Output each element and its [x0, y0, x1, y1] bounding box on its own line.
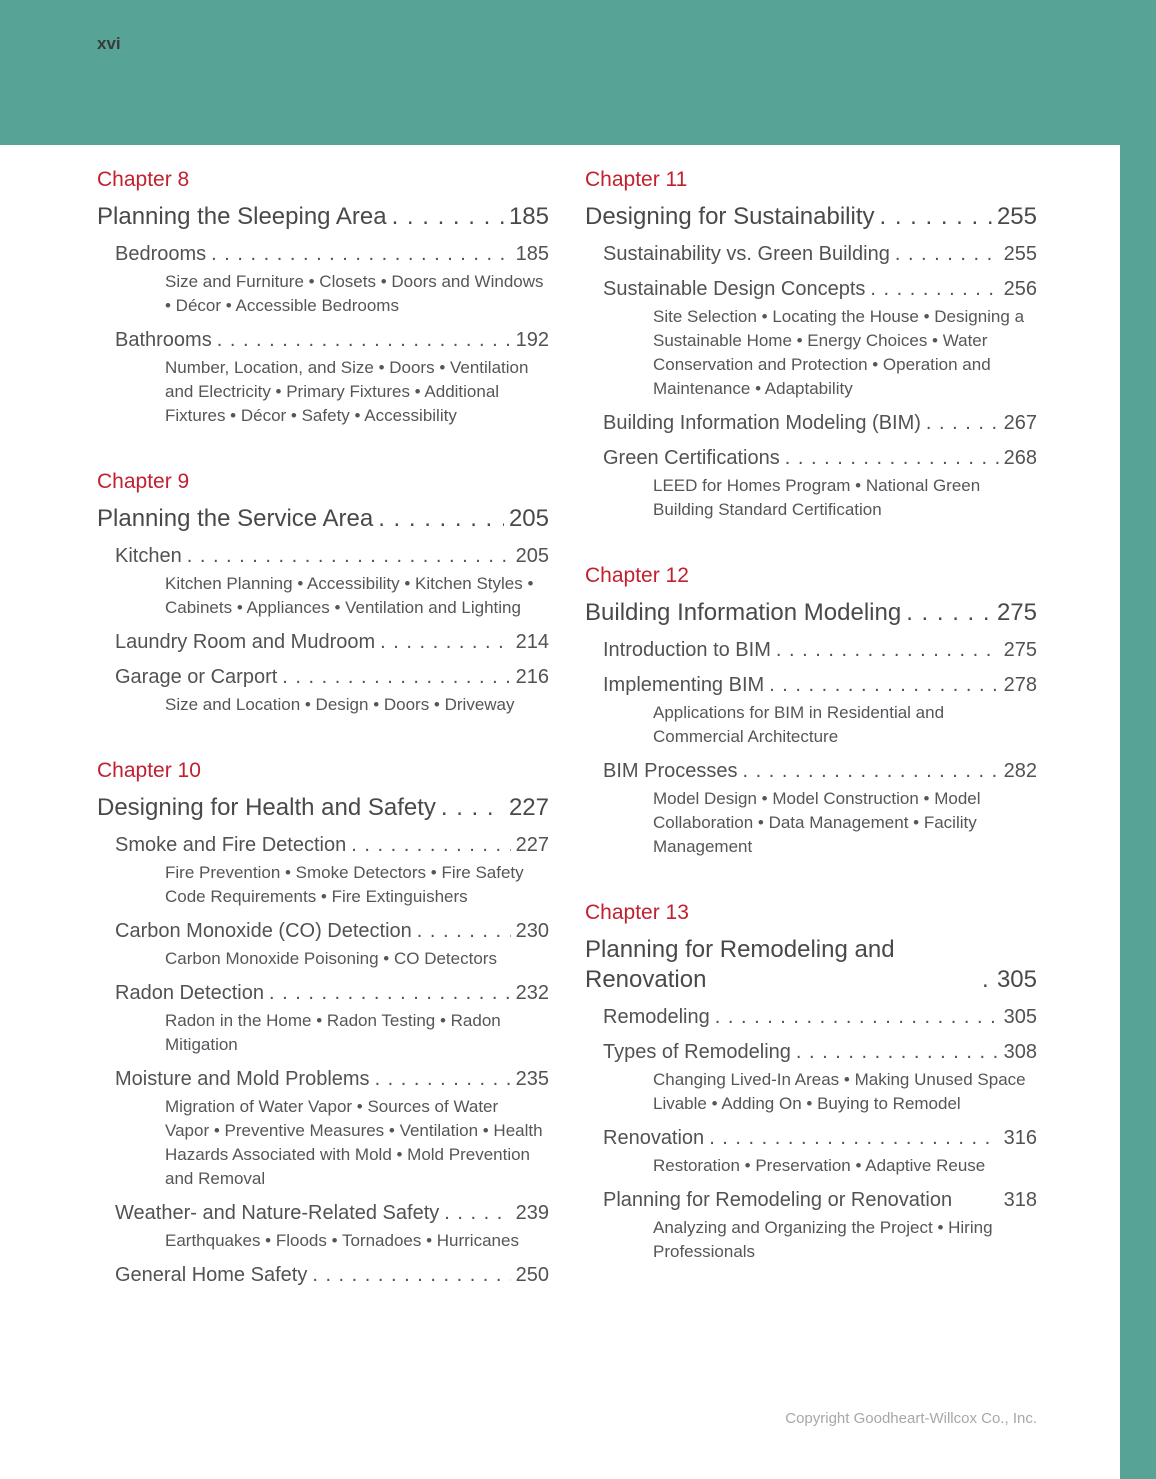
dot-leader: [769, 673, 998, 698]
dot-leader: [715, 1005, 999, 1030]
toc-entry: [585, 1040, 1037, 1065]
dot-leader: [906, 598, 992, 628]
dot-leader: [312, 1263, 510, 1288]
dot-leader: [392, 202, 504, 232]
dot-leader: [444, 1201, 510, 1226]
toc-column-left: [97, 168, 549, 1330]
dot-leader: [796, 1040, 999, 1065]
toc-entry: [97, 544, 549, 569]
toc-entry: [97, 1067, 549, 1092]
entry-page-number: 232: [515, 982, 549, 1004]
chapter-page-number: 185: [508, 203, 549, 230]
entry-title: Moisture and Mold Problems: [115, 1068, 370, 1090]
toc-entry: [585, 1188, 1037, 1213]
table-of-contents: [97, 168, 1037, 1330]
toc-entry: [97, 981, 549, 1006]
entry-title: Introduction to BIM: [603, 639, 771, 661]
toc-entry: [97, 919, 549, 944]
entry-page-number: 239: [515, 1202, 549, 1224]
chapter-page-number: 205: [508, 505, 549, 532]
footer-copyright: Copyright Goodheart-Willcox Co., Inc.: [785, 1410, 1037, 1427]
chapter-label: Chapter 9: [97, 470, 190, 493]
entry-subtopics: Earthquakes • Floods • Tornadoes • Hurricanes: [165, 1231, 519, 1250]
dot-leader: [742, 759, 998, 784]
entry-title: Types of Remodeling: [603, 1041, 791, 1063]
entry-subtopics: Model Design • Model Construction • Model Collaboration • Data Management • Facility Management: [653, 789, 981, 856]
chapter-title-row: [585, 202, 1037, 232]
entry-title: Carbon Monoxide (CO) Detection: [115, 920, 412, 942]
chapter-title: Planning for Remodeling and Renovation: [585, 936, 895, 993]
entry-title: Sustainable Design Concepts: [603, 278, 866, 300]
entry-page-number: 250: [515, 1264, 549, 1286]
chapter-block: [585, 564, 1037, 859]
chapter-title: Designing for Health and Safety: [97, 794, 436, 821]
chapter-title: Building Information Modeling: [585, 599, 902, 626]
entry-page-number: 268: [1003, 447, 1037, 469]
entry-page-number: 305: [1003, 1006, 1037, 1028]
dot-leader: [870, 277, 998, 302]
dot-leader: [380, 630, 510, 655]
entry-page-number: 256: [1003, 278, 1037, 300]
dot-leader: [982, 965, 992, 995]
entry-subtopics: Size and Furniture • Closets • Doors and Windows • Décor • Accessible Bedrooms: [165, 272, 544, 315]
toc-entry: [97, 242, 549, 267]
dot-leader: [417, 919, 511, 944]
entry-title: Sustainability vs. Green Building: [603, 243, 890, 265]
chapter-block: [585, 168, 1037, 522]
entry-page-number: 316: [1003, 1127, 1037, 1149]
entry-page-number: 235: [515, 1068, 549, 1090]
entry-subtopics: Fire Prevention • Smoke Detectors • Fire Safety Code Requirements • Fire Extinguishers: [165, 863, 524, 906]
entry-title: Planning for Remodeling or Renovation: [603, 1189, 953, 1211]
dot-leader: [375, 1067, 511, 1092]
chapter-page-number: 275: [996, 599, 1037, 626]
chapter-block: [97, 759, 549, 1288]
chapter-title-row: [97, 202, 549, 232]
entry-page-number: 192: [515, 329, 549, 351]
toc-entry: [97, 1201, 549, 1226]
entry-subtopics: Size and Location • Design • Doors • Driveway: [165, 695, 515, 714]
entry-page-number: 185: [515, 243, 549, 265]
entry-title: Laundry Room and Mudroom: [115, 631, 376, 653]
entry-title: Weather- and Nature-Related Safety: [115, 1202, 440, 1224]
entry-subtopics: Radon in the Home • Radon Testing • Radon Mitigation: [165, 1011, 501, 1054]
entry-page-number: 230: [515, 920, 549, 942]
chapter-page-number: 305: [996, 966, 1037, 993]
chapter-label: Chapter 10: [97, 759, 201, 782]
entry-subtopics: Restoration • Preservation • Adaptive Reuse: [653, 1156, 986, 1175]
chapter-label: Chapter 8: [97, 168, 190, 191]
toc-entry: [585, 446, 1037, 471]
chapter-label: Chapter 12: [585, 564, 689, 587]
entry-page-number: 255: [1003, 243, 1037, 265]
entry-page-number: 214: [515, 631, 549, 653]
chapter-title: Designing for Sustainability: [585, 203, 875, 230]
entry-subtopics: Site Selection • Locating the House • Designing a Sustainable Home • Energy Choices • Water Conservation and Protection • Operation and Maintenance • Adaptability: [653, 307, 1025, 398]
entry-subtopics: Number, Location, and Size • Doors • Ventilation and Electricity • Primary Fixtures • Additional Fixtures • Décor • Safety • Accessibility: [165, 358, 529, 425]
toc-entry: [585, 1126, 1037, 1151]
dot-leader: [709, 1126, 998, 1151]
entry-title: Implementing BIM: [603, 674, 765, 696]
dot-leader: [785, 446, 999, 471]
entry-subtopics: Kitchen Planning • Accessibility • Kitchen Styles • Cabinets • Appliances • Ventilation and Lighting: [165, 574, 534, 617]
toc-entry: [97, 833, 549, 858]
chapter-title-row: [97, 504, 549, 534]
entry-page-number: 205: [515, 545, 549, 567]
chapter-label: Chapter 11: [585, 168, 688, 191]
dot-leader: [269, 981, 511, 1006]
entry-page-number: 318: [1003, 1189, 1037, 1211]
toc-entry: [97, 328, 549, 353]
entry-title: General Home Safety: [115, 1264, 308, 1286]
entry-page-number: 267: [1003, 412, 1037, 434]
entry-title: BIM Processes: [603, 760, 738, 782]
header-band: [0, 0, 1156, 145]
entry-title: Renovation: [603, 1127, 705, 1149]
entry-subtopics: Migration of Water Vapor • Sources of Water Vapor • Preventive Measures • Ventilation • Health Hazards Associated with Mold • Mold Prevention and Removal: [165, 1097, 543, 1188]
chapter-title: Planning the Service Area: [97, 505, 374, 532]
chapter-title-row: [585, 935, 1037, 995]
entry-page-number: 278: [1003, 674, 1037, 696]
chapter-block: [97, 168, 549, 428]
toc-entry: [97, 1263, 549, 1288]
chapter-page-number: 255: [996, 203, 1037, 230]
dot-leader: [187, 544, 511, 569]
toc-entry: [585, 242, 1037, 267]
dot-leader: [351, 833, 510, 858]
entry-page-number: 216: [515, 666, 549, 688]
toc-entry: [97, 630, 549, 655]
toc-entry: [585, 638, 1037, 663]
entry-title: Radon Detection: [115, 982, 264, 1004]
dot-leader: [211, 242, 510, 267]
entry-title: Garage or Carport: [115, 666, 278, 688]
chapter-label: Chapter 13: [585, 901, 689, 924]
toc-entry: [585, 411, 1037, 436]
dot-leader: [378, 504, 504, 534]
toc-column-right: [585, 168, 1037, 1330]
entry-title: Kitchen: [115, 545, 182, 567]
entry-subtopics: Changing Lived-In Areas • Making Unused Space Livable • Adding On • Buying to Remodel: [653, 1070, 1026, 1113]
chapter-block: [97, 470, 549, 717]
entry-subtopics: LEED for Homes Program • National Green Building Standard Certification: [653, 476, 981, 519]
entry-subtopics: Applications for BIM in Residential and Commercial Architecture: [653, 703, 945, 746]
entry-title: Smoke and Fire Detection: [115, 834, 347, 856]
chapter-page-number: 227: [508, 794, 549, 821]
dot-leader: [776, 638, 999, 663]
entry-title: Bedrooms: [115, 243, 207, 265]
entry-page-number: 275: [1003, 639, 1037, 661]
chapter-block: [585, 901, 1037, 1264]
page-corner-number: xvi: [97, 34, 121, 53]
chapter-title-row: [585, 598, 1037, 628]
toc-entry: [585, 759, 1037, 784]
chapter-title-row: [97, 793, 549, 823]
toc-entry: [585, 1005, 1037, 1030]
dot-leader: [926, 411, 999, 436]
entry-title: Bathrooms: [115, 329, 212, 351]
entry-page-number: 308: [1003, 1041, 1037, 1063]
toc-entry: [585, 277, 1037, 302]
dot-leader: [217, 328, 511, 353]
chapter-title: Planning the Sleeping Area: [97, 203, 387, 230]
entry-title: Green Certifications: [603, 447, 780, 469]
dot-leader: [282, 665, 510, 690]
entry-page-number: 227: [515, 834, 549, 856]
right-side-band: [1120, 0, 1156, 1479]
toc-entry: [585, 673, 1037, 698]
toc-entry: [97, 665, 549, 690]
entry-subtopics: Carbon Monoxide Poisoning • CO Detectors: [165, 949, 497, 968]
dot-leader: [880, 202, 992, 232]
dot-leader: [441, 793, 504, 823]
entry-subtopics: Analyzing and Organizing the Project • Hiring Professionals: [653, 1218, 993, 1261]
entry-page-number: 282: [1003, 760, 1037, 782]
entry-title: Building Information Modeling (BIM): [603, 412, 921, 434]
dot-leader: [895, 242, 999, 267]
entry-title: Remodeling: [603, 1006, 710, 1028]
